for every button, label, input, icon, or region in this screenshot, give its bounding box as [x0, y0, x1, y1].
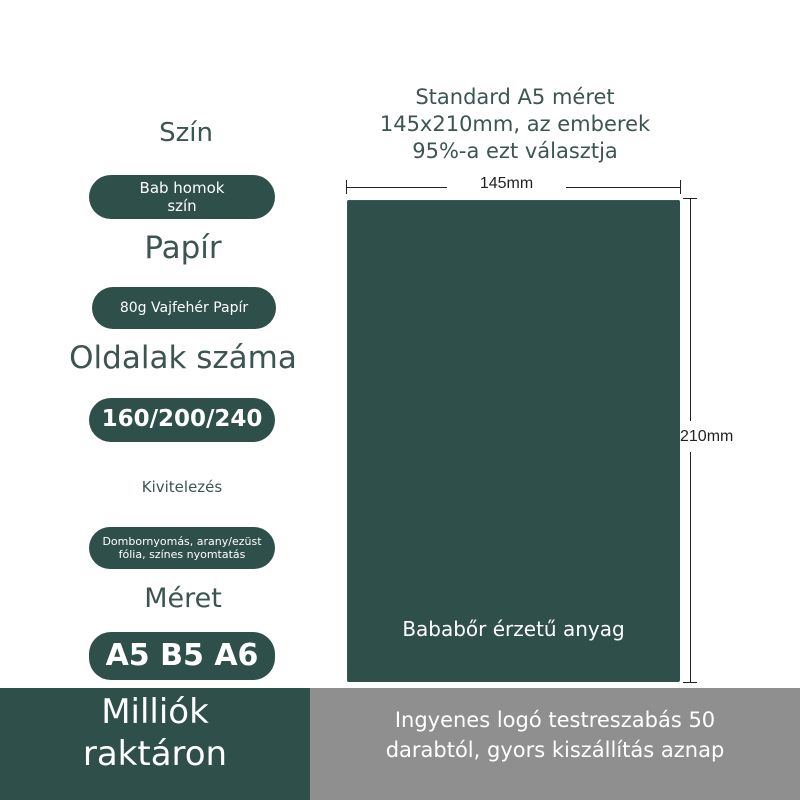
size-heading — [340, 84, 690, 165]
finish-value-line2: fólia, színes nyomtatás — [118, 548, 246, 561]
height-dimension-line-top — [690, 199, 691, 421]
color-label: Szín — [159, 118, 213, 148]
height-dimension-label: 210mm — [680, 428, 734, 445]
finish-value-line1: Dombornyomás, arany/ezüst — [102, 534, 262, 548]
size-value-pill: A5 B5 A6 — [89, 632, 275, 680]
pages-label: Oldalak száma — [69, 340, 297, 376]
offer-line2: darabtól, gyors kiszállítás aznap — [385, 738, 725, 762]
width-dimension-label: 145mm — [479, 175, 534, 192]
material-label: Bababőr érzetű anyag — [402, 617, 625, 641]
width-dimension-line-left — [347, 187, 447, 188]
color-value-line1: Bab homok — [139, 179, 225, 197]
paper-label: Papír — [144, 230, 222, 266]
pages-value-pill: 160/200/240 — [89, 398, 275, 442]
width-dimension-right-tick — [680, 180, 681, 194]
color-value-pill — [89, 175, 275, 219]
finish-label: Kivitelezés — [141, 478, 223, 496]
offer-line1: Ingyenes logó testreszabás 50 — [394, 708, 716, 732]
paper-value-pill: 80g Vajfehér Papír — [92, 287, 276, 329]
height-dimension-line-bottom — [690, 452, 691, 682]
offer-banner — [310, 688, 800, 800]
height-dimension-bottom-tick — [683, 682, 697, 683]
color-value-line2: szín — [167, 197, 197, 215]
width-dimension-line-right — [566, 187, 680, 188]
notebook-cover — [347, 200, 680, 682]
stock-line1: Milliók — [101, 692, 209, 732]
size-heading-line2: 145x210mm, az emberek — [379, 112, 651, 136]
finish-value-pill — [89, 527, 275, 569]
stock-banner — [0, 688, 310, 800]
size-heading-line3: 95%-a ezt választja — [412, 139, 618, 163]
stock-line2: raktáron — [82, 734, 228, 774]
size-heading-line1: Standard A5 méret — [415, 85, 615, 109]
size-label: Méret — [144, 583, 222, 614]
